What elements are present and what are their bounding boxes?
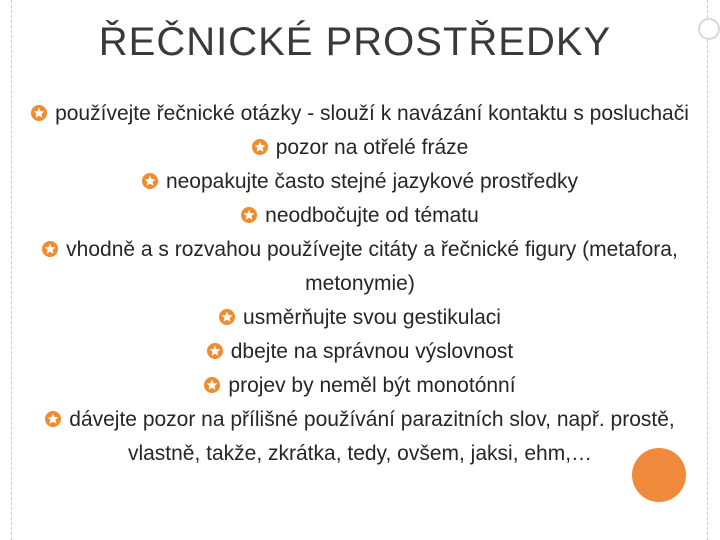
bullet-text: vhodně a s rozvahou používejte citáty a řečnické figury (metafora, metonymie) — [66, 238, 678, 295]
bullet-text: používejte řečnické otázky - slouží k navázání kontaktu s posluchači — [55, 102, 689, 125]
bullet-text: neopakujte často stejné jazykové prostředky — [165, 170, 579, 193]
list-item — [30, 301, 690, 335]
list-item — [30, 97, 690, 131]
slide-title: ŘEČNICKÉ PROSTŘEDKY — [98, 20, 612, 64]
bullet-text: dbejte na správnou výslovnost — [230, 340, 514, 363]
list-item — [30, 335, 690, 369]
star-bullet-icon — [31, 105, 47, 121]
bullet-text: dávejte pozor na přílišné používání parazitních slov, např. prostě, vlastně, takže, zkrátka, tedy, ovšem, jaksi, ehm,… — [69, 408, 675, 465]
star-bullet-icon — [207, 343, 223, 359]
bullet-list — [30, 97, 690, 471]
star-bullet-icon — [252, 139, 268, 155]
list-item — [30, 403, 690, 471]
star-bullet-icon — [219, 309, 235, 325]
list-item — [30, 233, 690, 301]
star-bullet-icon — [241, 207, 257, 223]
bullet-text: pozor na otřelé fráze — [275, 136, 469, 159]
list-item — [30, 369, 690, 403]
star-bullet-icon — [42, 241, 58, 257]
list-item — [30, 131, 690, 165]
star-bullet-icon — [45, 411, 61, 427]
bullet-text: neodbočujte od tématu — [265, 204, 479, 227]
bullet-text: usměrňujte svou gestikulaci — [243, 306, 501, 329]
bullet-text: projev by neměl být monotónní — [228, 374, 516, 397]
star-bullet-icon — [204, 377, 220, 393]
star-bullet-icon — [142, 173, 158, 189]
list-item — [30, 165, 690, 199]
list-item — [30, 199, 690, 233]
